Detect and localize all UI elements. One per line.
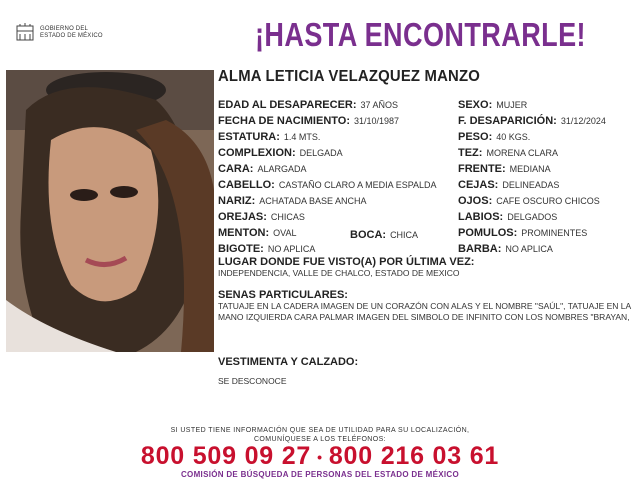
- label-cejas: CEJAS:: [458, 179, 499, 191]
- label-boca: BOCA:: [350, 229, 387, 241]
- phone-numbers: [0, 442, 640, 471]
- marks-title: SENAS PARTICULARES:: [218, 289, 348, 301]
- person-photo: [6, 70, 214, 352]
- label-nariz: NARIZ:: [218, 195, 256, 207]
- coat-of-arms-icon: [14, 22, 36, 44]
- label-desaparicion: F. DESAPARICIÓN:: [458, 115, 557, 127]
- label-tez: TEZ:: [458, 147, 483, 159]
- value-pomulos: PROMINENTES: [521, 228, 588, 238]
- value-cara: ALARGADA: [257, 164, 307, 174]
- footer-note-2: COMUNÍQUESE A LOS TELÉFONOS:: [253, 436, 387, 443]
- headline: ¡HASTA ENCONTRARLE!: [255, 16, 586, 53]
- marks-text: TATUAJE EN LA CADERA IMAGEN DE UN CORAZÓN CON ALAS Y EL NOMBRE "SAÚL", TATUAJE EN LA MANO IZQUIERDA CARA PALMAR IMAGEN DEL SIMBOLO DE INFINITO CON LOS NOMBRES "BRAYAN,: [218, 301, 631, 322]
- label-menton: MENTON:: [218, 227, 270, 239]
- value-cejas: DELINEADAS: [502, 180, 560, 190]
- label-cabello: CABELLO:: [218, 179, 275, 191]
- field-boca: [350, 225, 418, 243]
- value-tez: MORENA CLARA: [486, 148, 558, 158]
- gov-line-1: GOBIERNO DEL: [40, 26, 89, 32]
- clothing-title: VESTIMENTA Y CALZADO:: [218, 356, 359, 368]
- label-pomulos: POMULOS:: [458, 227, 518, 239]
- label-frente: FRENTE:: [458, 163, 506, 175]
- label-edad: EDAD AL DESAPARECER:: [218, 99, 357, 111]
- value-bigote: NO APLICA: [267, 244, 316, 254]
- value-complexion: DELGADA: [299, 148, 343, 158]
- phone-2[interactable]: 800 216 03 61: [328, 442, 500, 470]
- value-labios: DELGADOS: [507, 212, 558, 222]
- label-barba: BARBA:: [458, 243, 502, 255]
- value-estatura: 1.4 MTS.: [283, 132, 321, 142]
- phone-separator: •: [317, 449, 323, 466]
- value-menton: OVAL: [273, 228, 297, 238]
- footer-note-1: SI USTED TIENE INFORMACIÓN QUE SEA DE UTILIDAD PARA SU LOCALIZACIÓN,: [170, 427, 470, 434]
- value-cabello: CASTAÑO CLARO A MEDIA ESPALDA: [278, 180, 437, 190]
- value-barba: NO APLICA: [505, 244, 553, 254]
- field-bigote: [218, 239, 315, 257]
- field-barba: [458, 239, 553, 257]
- person-name: ALMA LETICIA VELAZQUEZ MANZO: [218, 68, 481, 85]
- label-bigote: BIGOTE:: [218, 243, 264, 255]
- value-peso: 40 KGS.: [496, 132, 531, 142]
- clothing-text: SE DESCONOCE: [218, 376, 287, 386]
- last-seen-title: LUGAR DONDE FUE VISTO(A) POR ÚLTIMA VEZ:: [218, 256, 475, 268]
- phone-1[interactable]: 800 509 09 27: [140, 442, 312, 470]
- label-complexion: COMPLEXION:: [218, 147, 296, 159]
- value-boca: CHICA: [390, 230, 419, 240]
- value-nacimiento: 31/10/1987: [354, 116, 400, 126]
- last-seen-text: INDEPENDENCIA, VALLE DE CHALCO, ESTADO DE MEXICO: [218, 268, 460, 278]
- commission-name: COMISIÓN DE BÚSQUEDA DE PERSONAS DEL ESTADO DE MÉXICO: [180, 470, 459, 479]
- value-sexo: MUJER: [496, 100, 528, 110]
- label-sexo: SEXO:: [458, 99, 493, 111]
- gov-line-2: ESTADO DE MÉXICO: [40, 33, 103, 39]
- value-frente: MEDIANA: [509, 164, 551, 174]
- label-ojos: OJOS:: [458, 195, 493, 207]
- value-nariz: ACHATADA BASE ANCHA: [259, 196, 367, 206]
- label-estatura: ESTATURA:: [218, 131, 280, 143]
- value-desaparicion: 31/12/2024: [560, 116, 606, 126]
- label-orejas: OREJAS:: [218, 211, 267, 223]
- value-orejas: CHICAS: [270, 212, 305, 222]
- label-nacimiento: FECHA DE NACIMIENTO:: [218, 115, 350, 127]
- label-cara: CARA:: [218, 163, 254, 175]
- value-edad: 37 AÑOS: [360, 100, 399, 110]
- government-logo: [14, 22, 103, 44]
- label-peso: PESO:: [458, 131, 493, 143]
- label-labios: LABIOS:: [458, 211, 504, 223]
- value-ojos: CAFE OSCURO CHICOS: [496, 196, 600, 206]
